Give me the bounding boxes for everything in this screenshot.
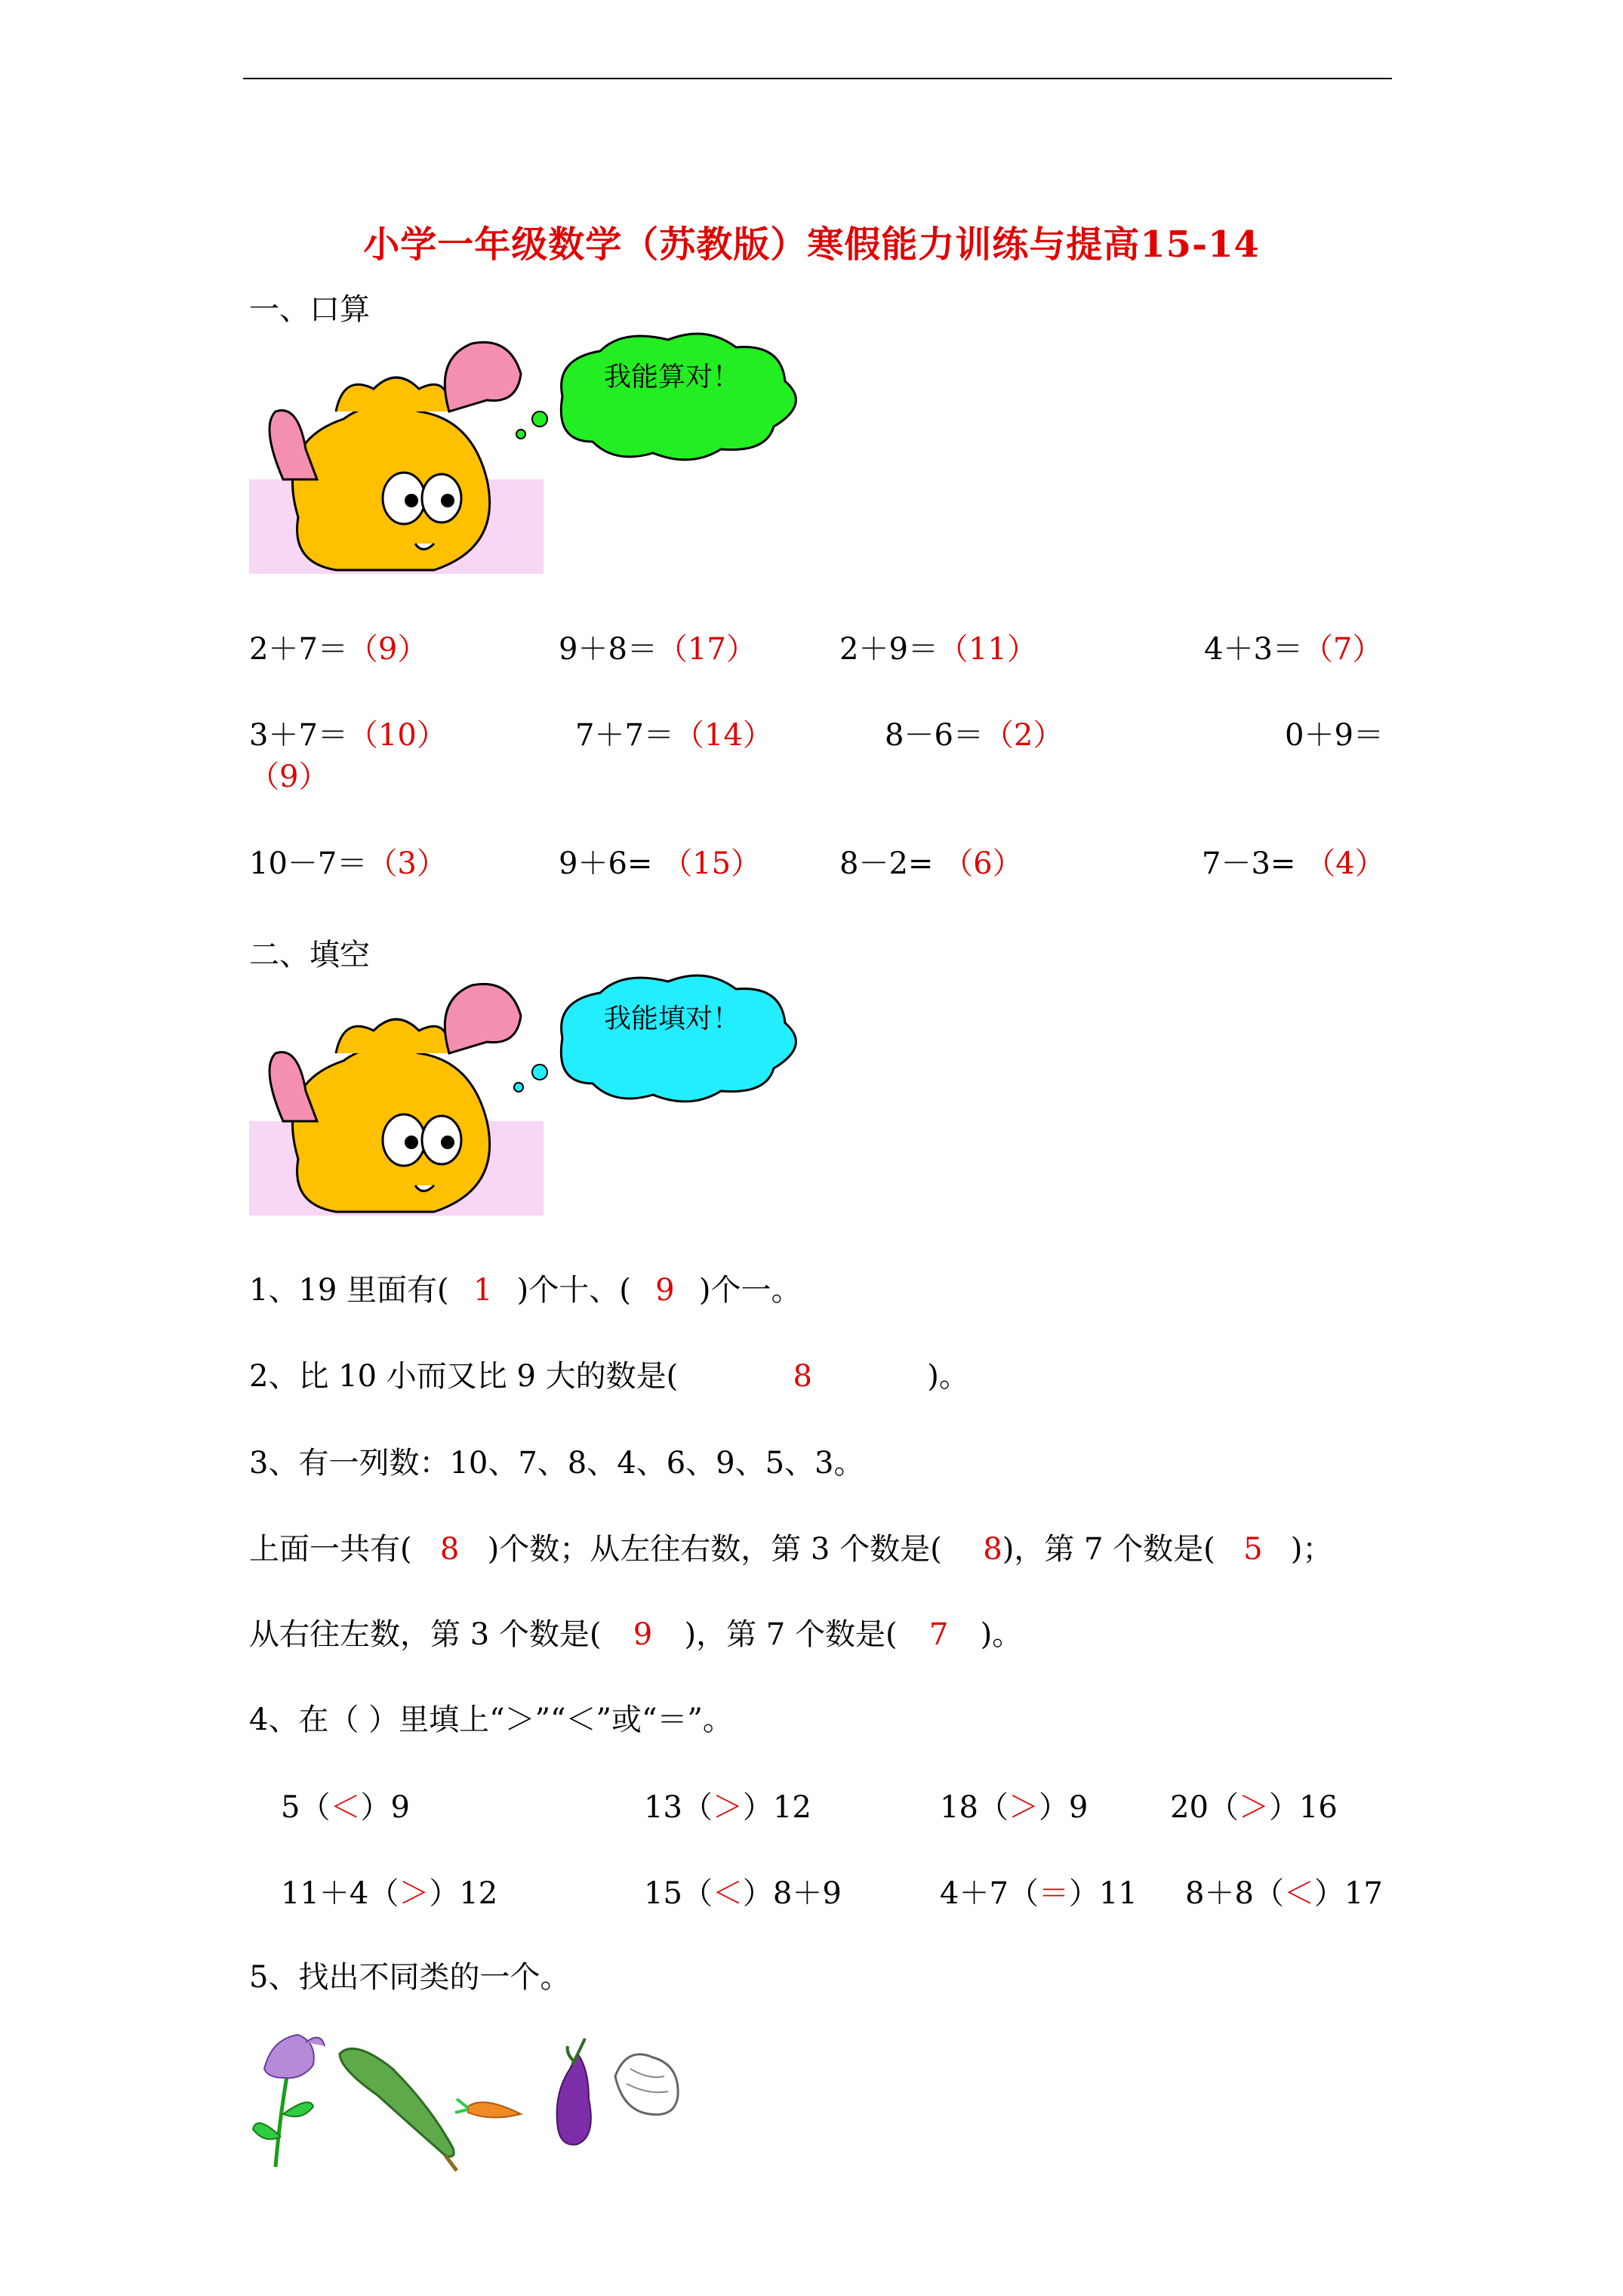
arithmetic-item: 7－3= （4） [1202,846,1385,881]
compare-item: 5（＜）9 [281,1790,410,1825]
header-rule [243,78,1392,79]
eggplant-icon [557,2039,591,2145]
compare-item: 8＋8（＜）17 [1185,1876,1383,1911]
question-2: 2、比 10 小而又比 9 大的数是( 8 )。 [249,1359,969,1394]
compare-item: 11＋4（＞）12 [281,1876,498,1911]
arithmetic-item: 2＋7＝（9） [249,632,428,667]
odd-one-out-pictures [242,2023,725,2174]
arithmetic-item: 9＋6= （15） [559,846,762,881]
question-5-line: 5、找出不同类的一个。 [249,1960,571,1995]
bubble-calculate-text: 我能算对！ [604,362,741,393]
cucumber-icon [340,2048,457,2171]
question-1: 1、19 里面有( 1 )个十、( 9 )个一。 [249,1273,802,1308]
compare-item: 18（＞）9 [940,1790,1089,1825]
bread-outline-icon [615,2054,678,2115]
speech-bubble-calculate [516,334,796,460]
arithmetic-item-answer: （9） [249,760,329,794]
question-3-line2: 上面一共有( 8 )个数；从左往右数，第 3 个数是( 8)，第 7 个数是( 5 )； [249,1532,1333,1567]
bubble-fill-text: 我能填对！ [604,1003,741,1034]
cartoon-calculate [245,328,849,578]
question-3-line3: 从右往左数，第 3 个数是( 9 )，第 7 个数是( 7 )。 [249,1617,1023,1652]
arithmetic-item: 8－6＝（2） [885,718,1064,753]
arithmetic-item: 10－7＝（3） [249,846,447,881]
cartoon-fill [245,970,849,1219]
arithmetic-item-question: 0＋9＝ [1285,718,1384,753]
question-4-line: 4、在（ ）里填上“＞”“＜”或“＝”。 [249,1703,733,1737]
section1-heading: 一、口算 [249,292,370,327]
carrot-icon [455,2099,521,2118]
arithmetic-item: 7＋7＝（14） [575,718,773,753]
question-3-line1: 3、有一列数：10、7、8、4、6、9、5、3。 [249,1446,864,1481]
arithmetic-item: 2＋9＝（11） [839,632,1037,667]
page-title: 小学一年级数学（苏教版）寒假能力训练与提高15-14 [363,223,1260,266]
flower-icon [253,2035,325,2167]
section2-heading: 二、填空 [249,938,370,972]
arithmetic-item: 3＋7＝（10） [249,718,447,753]
compare-item: 13（＞）12 [644,1790,812,1825]
arithmetic-item: 9＋8＝（17） [559,632,756,667]
compare-item: 15（＜）8＋9 [644,1876,842,1911]
arithmetic-item: 8－2= （6） [839,846,1023,881]
speech-bubble-fill [514,975,796,1102]
compare-item: 4＋7（＝）11 [940,1876,1138,1911]
compare-item: 20（＞）16 [1170,1790,1338,1825]
arithmetic-item: 4＋3＝（7） [1204,632,1383,667]
